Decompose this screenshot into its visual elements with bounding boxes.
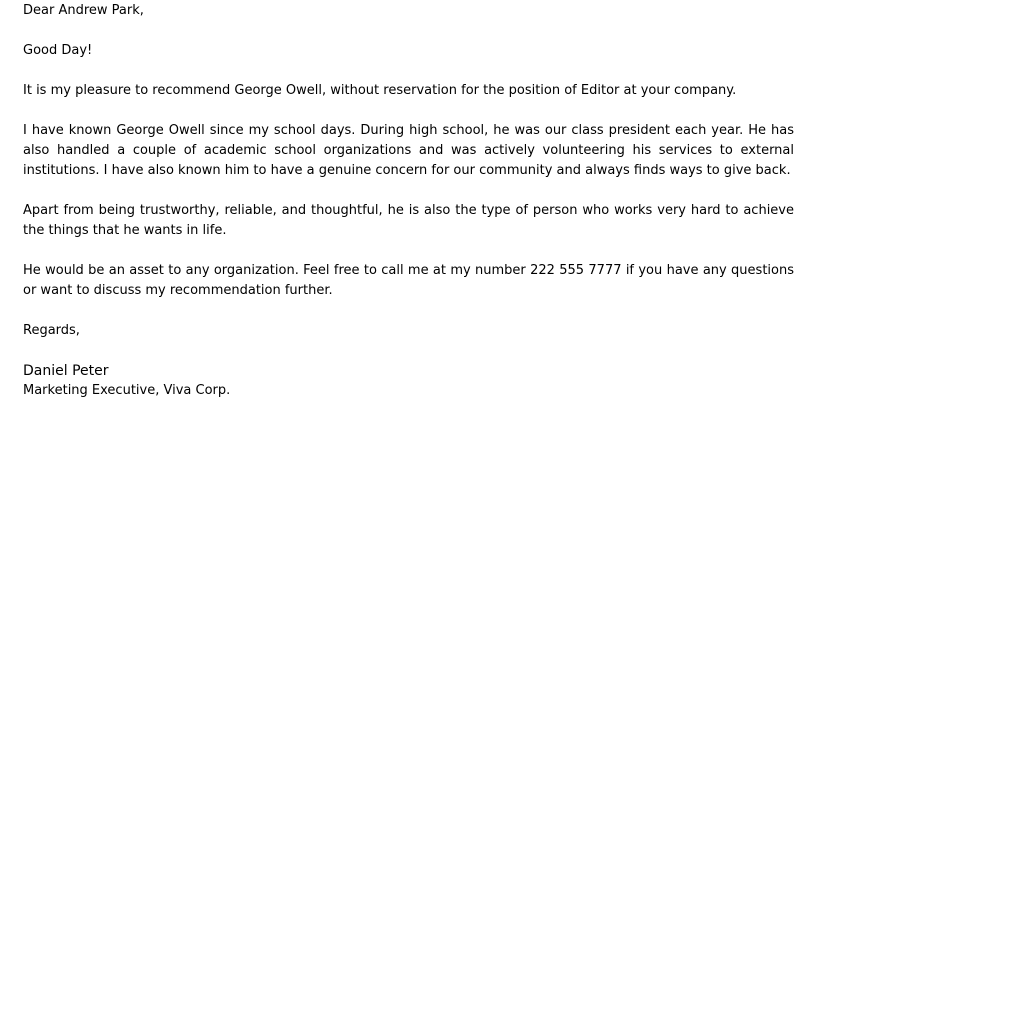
body-paragraph-intro: It is my pleasure to recommend George Owell, without reservation for the position of Editor at your company. [23,83,737,98]
salutation: Dear Andrew Park, [23,3,144,18]
body-paragraph-contact: He would be an asset to any organization. Feel free to call me at my number 222 555 7777 if you have any questions or want to discuss my recommendation further. [23,263,794,298]
recommendation-letter [23,1,794,401]
signer-title: Marketing Executive, Viva Corp. [23,383,231,398]
closing: Regards, [23,323,80,338]
body-paragraph-qualities: Apart from being trustworthy, reliable, and thoughtful, he is also the type of person who works very hard to achieve the things that he wants in life. [23,203,794,238]
body-paragraph-background: I have known George Owell since my school days. During high school, he was our class president each year. He has also handled a couple of academic school organizations and was actively volunteering his services to external institutions. I have also known him to have a genuine concern for our community and always finds ways to give back. [23,123,794,178]
greeting: Good Day! [23,43,93,58]
signer-name: Daniel Peter [23,363,109,379]
